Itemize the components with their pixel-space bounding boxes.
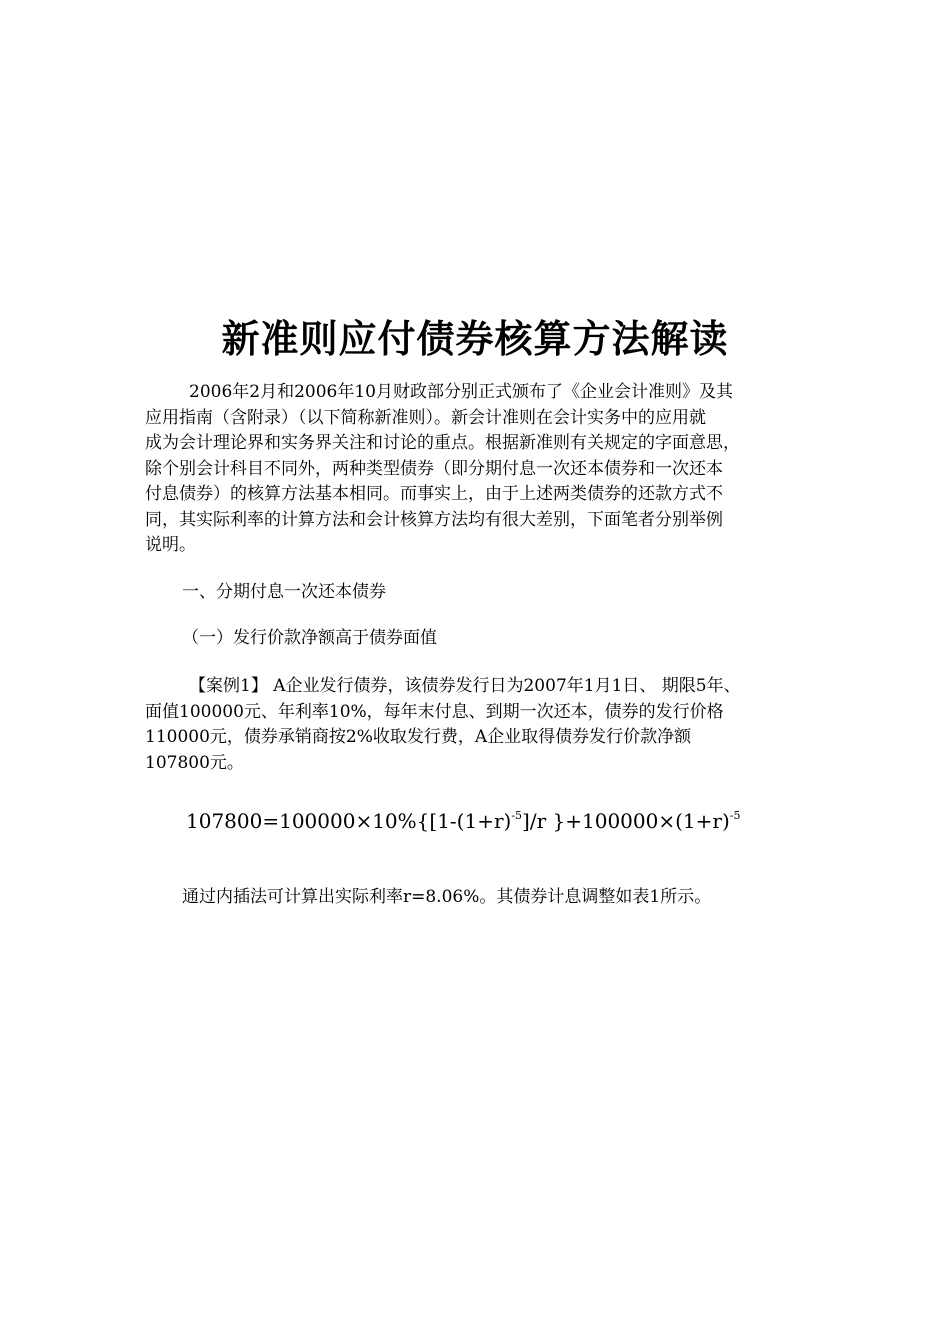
intro-line: 除个别会计科目不同外，两种类型债券（即分期付息一次还本债券和一次还本 [145,458,723,479]
intro-line: 成为会计理论界和实务界关注和讨论的重点。根据新准则有关规定的字面意思， [145,433,740,453]
intro-line: 付息债券）的核算方法基本相同。而事实上，由于上述两类债券的还款方式不 [145,484,723,504]
case-1-line: 面值100000元、年利率10%，每年末付息、到期一次还本，债券的发行价格 [145,701,724,722]
intro-paragraph [145,380,825,559]
formula-exponent-1: -5 [511,809,523,822]
document-title: 新准则应付债券核算方法解读 [221,316,729,361]
case-1-paragraph [145,674,825,776]
bond-pricing-formula [186,806,740,836]
formula-exponent-2: -5 [729,809,741,822]
case-1-line: 107800元。 [145,752,244,773]
conclusion-paragraph: 通过内插法可计算出实际利率r=8.06%。其债券计息调整如表1所示。 [182,887,712,907]
case-1-line: 【案例1】 A企业发行债券，该债券发行日为2007年1月1日、 期限5年、 [189,676,741,696]
formula-part-1: 107800=100000×10%{[1-(1+r) [186,809,512,833]
intro-line: 说明。 [145,535,196,555]
case-1-line: 110000元，债券承销商按2%收取发行费，A企业取得债券发行价款净额 [145,727,692,747]
intro-line: 2006年2月和2006年10月财政部分别正式颁布了《企业会计准则》及其 [189,382,733,402]
intro-line: 同，其实际利率的计算方法和会计核算方法均有很大差别，下面笔者分别举例 [145,509,723,530]
intro-line: 应用指南（含附录）（以下简称新准则）。新会计准则在会计实务中的应用就 [145,407,706,428]
section-heading-1: 一、分期付息一次还本债券 [182,582,386,602]
formula-part-2: ]/r }+100000×(1+r) [522,809,730,833]
subsection-heading-1a: （一）发行价款净额高于债券面值 [182,628,437,648]
